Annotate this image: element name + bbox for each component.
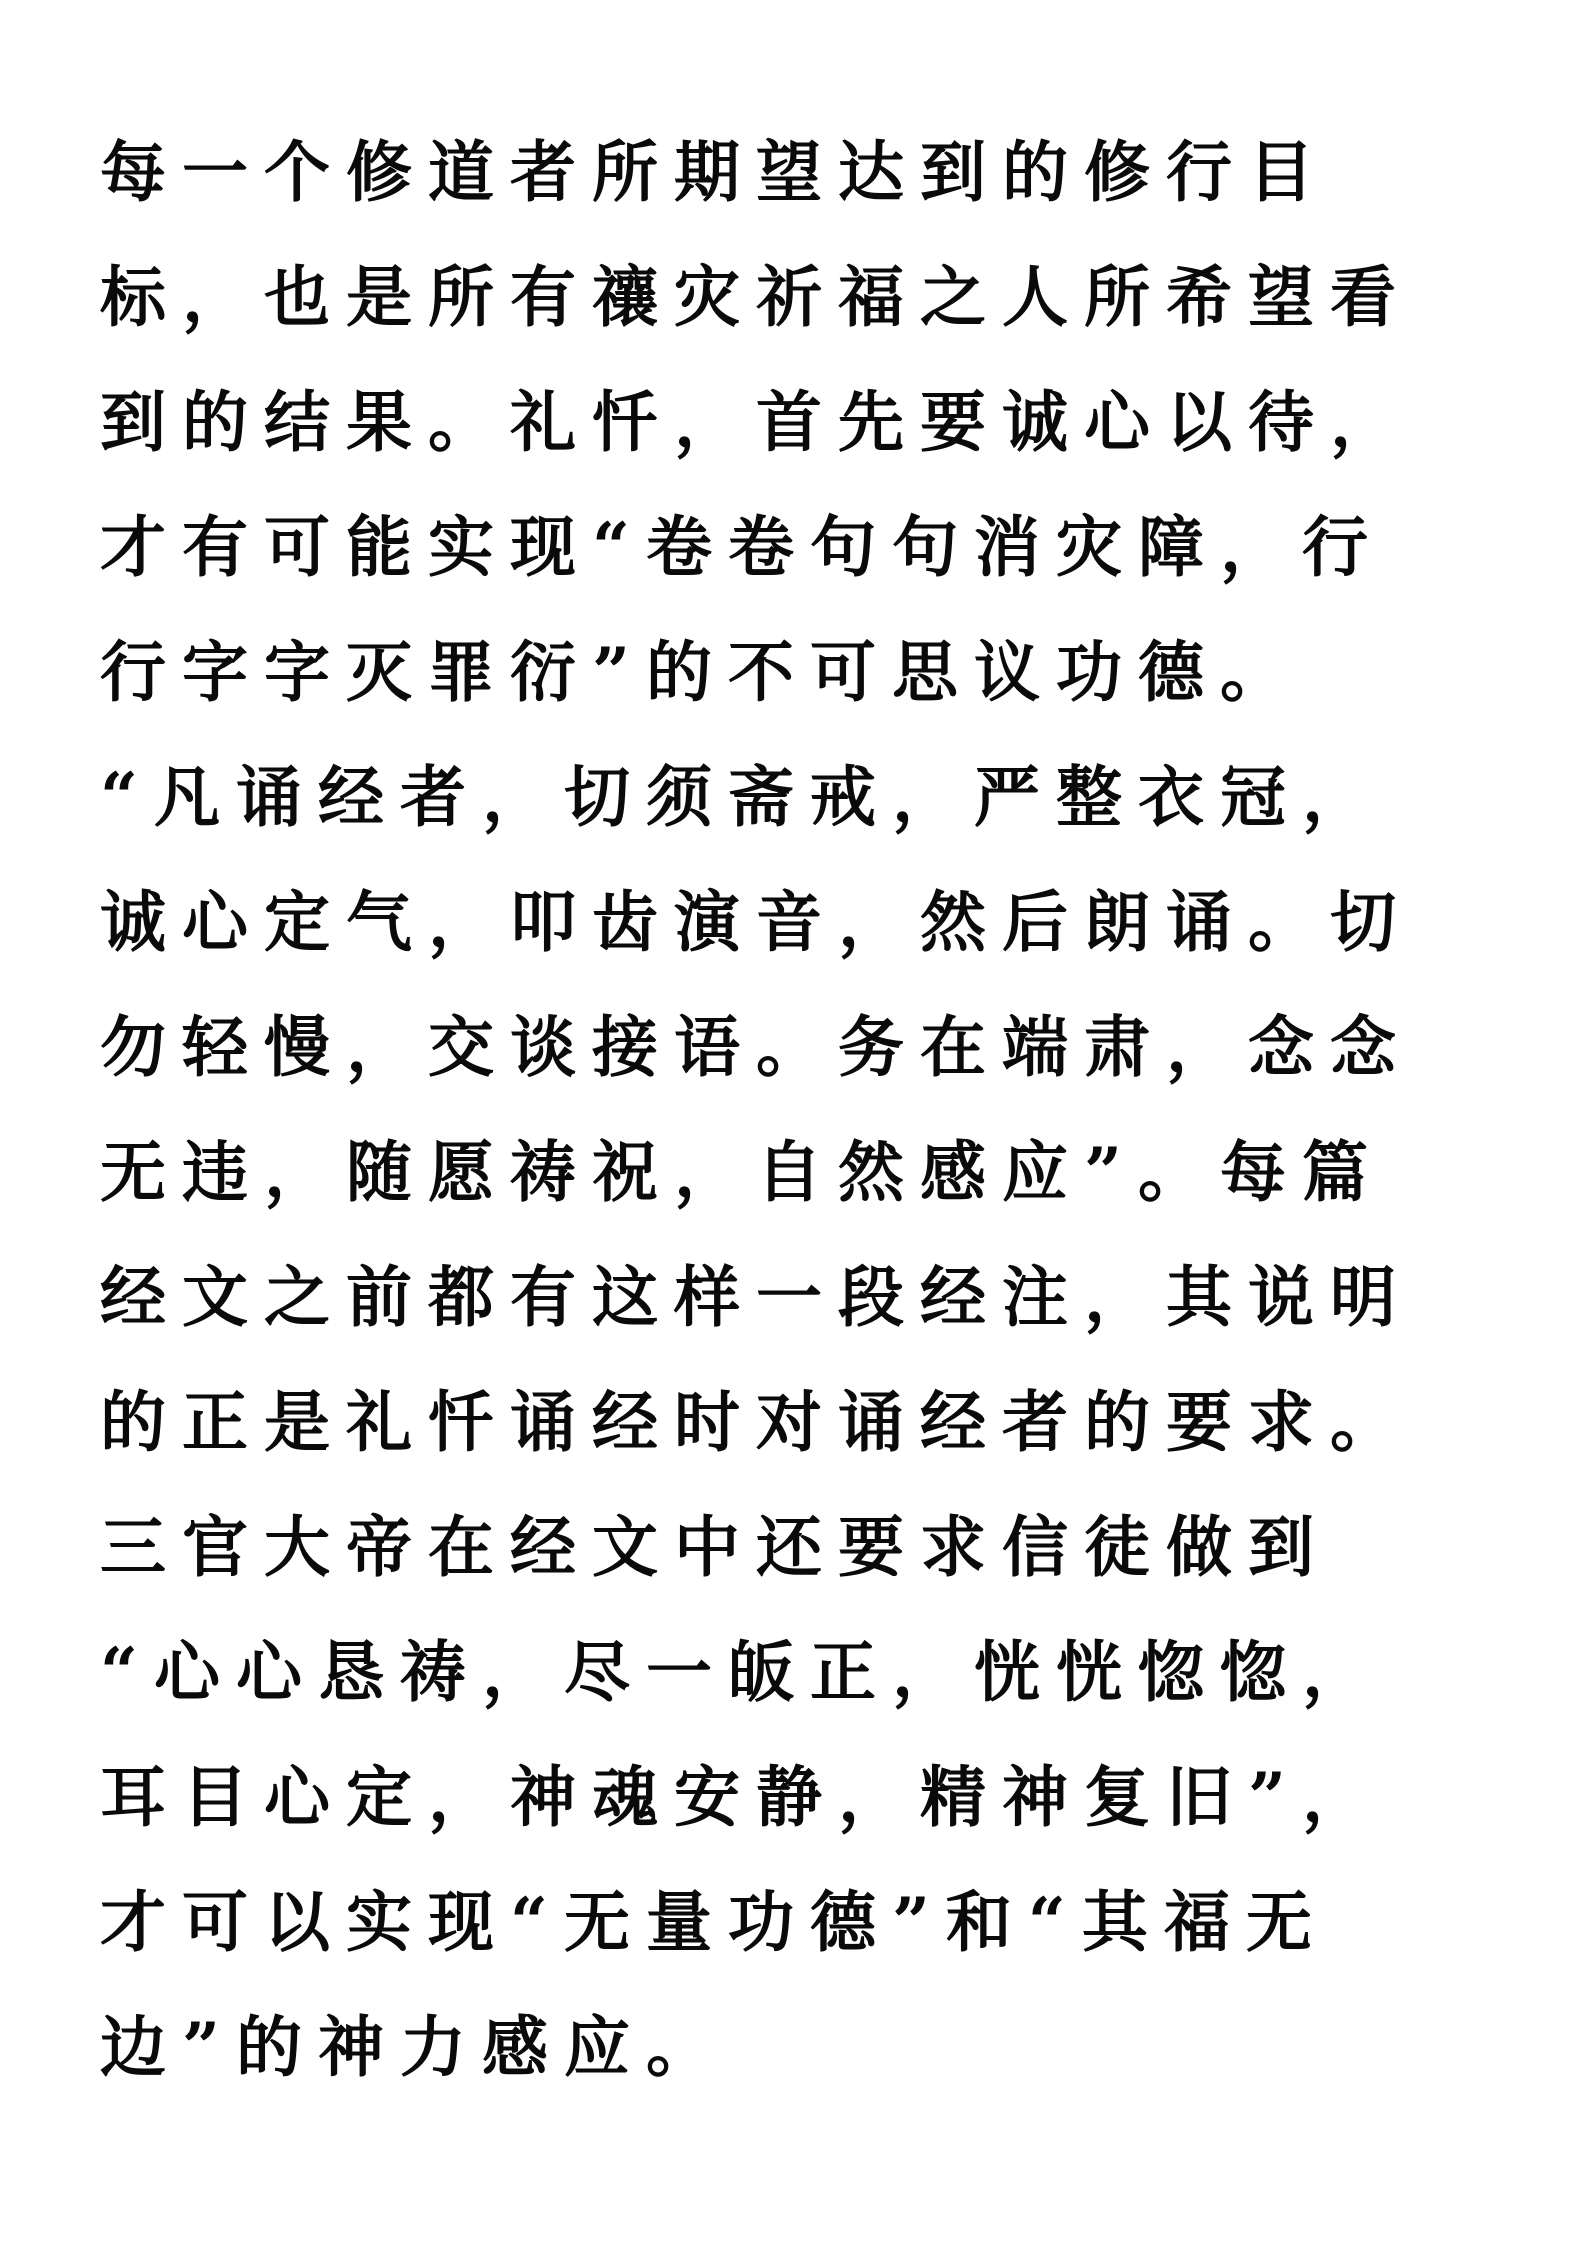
body-text: [100, 110, 1520, 2110]
text-line: 标，也是所有禳灾祈福之人所希望看: [100, 258, 1412, 336]
text-line: “心心恳祷，尽一皈正，恍恍惚惚，: [100, 1633, 1384, 1711]
text-line: 才可以实现“无量功德”和“其福无: [100, 1883, 1328, 1961]
text-line: 到的结果。礼忏，首先要诚心以待，: [100, 383, 1412, 461]
text-line: 诚心定气，叩齿演音，然后朗诵。切: [100, 883, 1412, 961]
text-line: 三官大帝在经文中还要求信徒做到: [100, 1508, 1330, 1586]
text-line: 勿轻慢，交谈接语。务在端肃，念念: [100, 1008, 1412, 1086]
text-line: “凡诵经者，切须斋戒，严整衣冠，: [100, 758, 1384, 836]
text-line: 的正是礼忏诵经时对诵经者的要求。: [100, 1383, 1412, 1461]
text-line: 经文之前都有这样一段经注，其说明: [100, 1258, 1412, 1336]
text-line: 才有可能实现“卷卷句句消灾障，行: [100, 508, 1384, 586]
text-line: 耳目心定，神魂安静，精神复旧”，: [100, 1758, 1384, 1836]
text-line: 每一个修道者所期望达到的修行目: [100, 133, 1330, 211]
text-line: 行字字灭罪衍”的不可思议功德。: [100, 633, 1302, 711]
text-line: 无违，随愿祷祝，自然感应”。每篇: [100, 1133, 1384, 1211]
text-line: 边”的神力感应。: [100, 2008, 728, 2086]
